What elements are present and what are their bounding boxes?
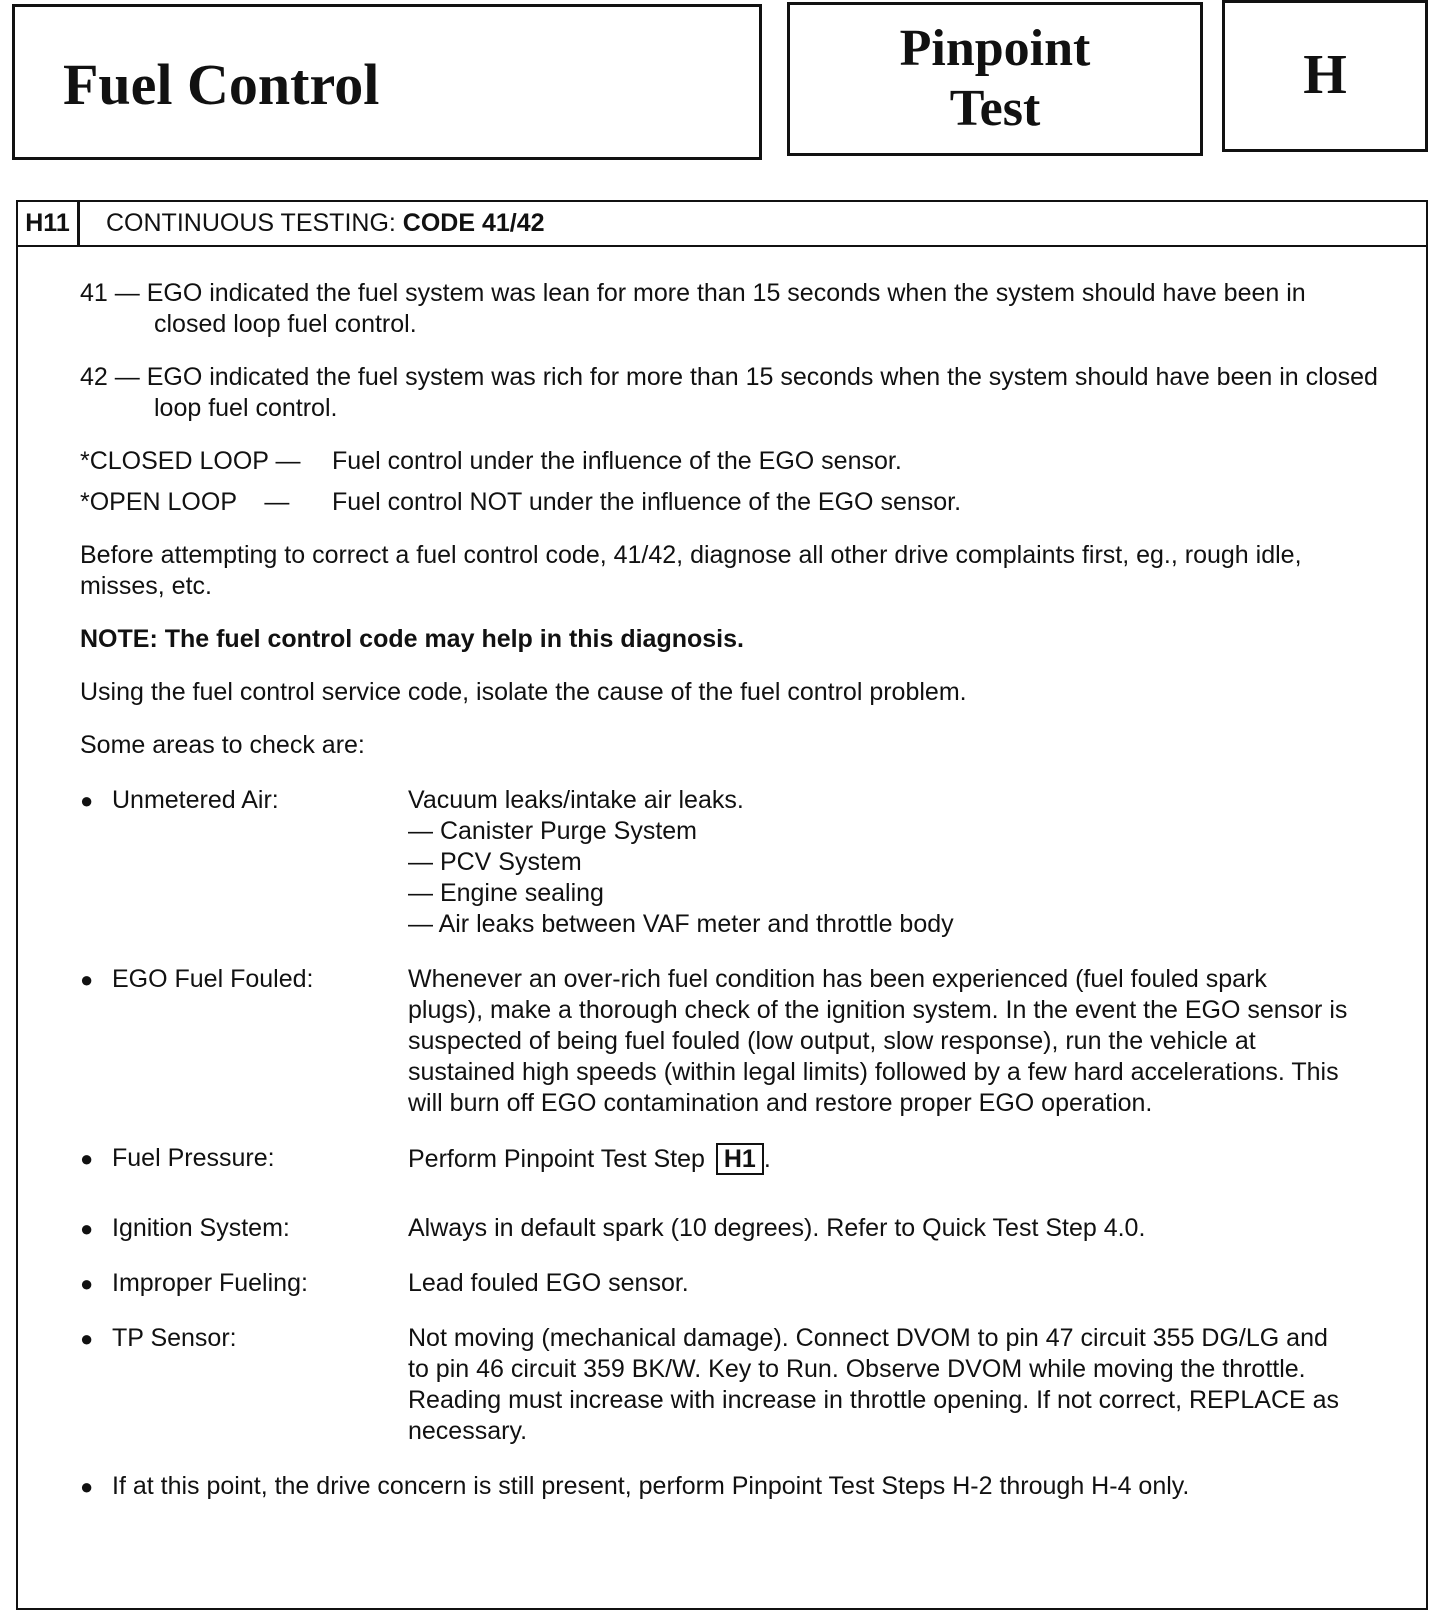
using-paragraph: Using the fuel control service code, isolate the cause of the fuel control problem. xyxy=(80,678,967,706)
check-detail: Lead fouled EGO sensor. xyxy=(408,1269,689,1297)
step-title-prefix: CONTINUOUS TESTING: xyxy=(106,209,403,237)
header-pinpoint-box xyxy=(787,2,1203,156)
check-label: TP Sensor: xyxy=(112,1324,237,1352)
areas-paragraph: Some areas to check are: xyxy=(80,731,365,759)
bullet-icon: ● xyxy=(80,1216,94,1241)
check-label: Improper Fueling: xyxy=(112,1269,308,1297)
check-label: Unmetered Air: xyxy=(112,786,279,814)
step-ref-h1: H1 xyxy=(716,1143,764,1175)
check-detail: Always in default spark (10 degrees). Refer to Quick Test Step 4.0. xyxy=(408,1214,1146,1242)
step-title-code: CODE 41/42 xyxy=(402,209,545,237)
check-unmetered-air xyxy=(80,785,1380,940)
open-loop-text: Fuel control NOT under the influence of the EGO sensor. xyxy=(332,488,962,516)
sub-item: — PCV System xyxy=(408,848,582,876)
check-detail-text: Perform Pinpoint Test Step xyxy=(408,1145,705,1173)
check-ego-fuel-fouled xyxy=(80,964,1380,1119)
check-improper-fueling xyxy=(80,1268,1380,1299)
check-label: Fuel Pressure: xyxy=(112,1144,275,1172)
code-41-description: 41 — EGO indicated the fuel system was lean for more than 15 seconds when the system should have been in closed loop fuel control. xyxy=(80,279,1306,338)
step-id: H11 xyxy=(18,202,80,245)
closed-loop-term: *CLOSED LOOP — xyxy=(80,447,301,475)
check-detail xyxy=(408,785,1348,940)
check-label: EGO Fuel Fouled: xyxy=(112,965,314,993)
check-detail xyxy=(408,1143,1348,1175)
final-text: If at this point, the drive concern is still present, perform Pinpoint Test Steps H-2 through H-4 only. xyxy=(112,1472,1190,1500)
check-detail-text: Vacuum leaks/intake air leaks. xyxy=(408,786,744,814)
bullet-icon: ● xyxy=(80,1146,94,1171)
bullet-icon: ● xyxy=(80,788,94,813)
pinpoint-line2: Test xyxy=(949,80,1041,137)
bullet-icon: ● xyxy=(80,967,94,992)
check-label: Ignition System: xyxy=(112,1214,290,1242)
code-42-description: 42 — EGO indicated the fuel system was rich for more than 15 seconds when the system should have been in closed loop fuel control. xyxy=(80,363,1378,422)
step-box xyxy=(16,200,1428,1610)
page-title: Fuel Control xyxy=(63,52,380,117)
header-letter-box xyxy=(1222,0,1428,152)
closed-loop-text: Fuel control under the influence of the EGO sensor. xyxy=(332,447,902,475)
final-instruction xyxy=(80,1471,1380,1502)
check-list xyxy=(80,785,1380,1447)
bullet-icon: ● xyxy=(80,1474,94,1499)
closed-loop-definition xyxy=(80,446,1380,477)
check-ignition-system xyxy=(80,1213,1380,1244)
bullet-icon: ● xyxy=(80,1326,94,1351)
note-paragraph: NOTE: The fuel control code may help in this diagnosis. xyxy=(80,625,744,653)
sub-item: — Air leaks between VAF meter and throttle body xyxy=(408,910,954,938)
before-paragraph: Before attempting to correct a fuel control code, 41/42, diagnose all other drive complaints first, eg., rough idle, misses, etc. xyxy=(80,541,1302,600)
check-detail: Not moving (mechanical damage). Connect DVOM to pin 47 circuit 355 DG/LG and to pin 46 circuit 359 BK/W. Key to Run. Observe DVOM while moving the throttle. Reading must increase with increase in throttle opening. If not correct, REPLACE as necessary. xyxy=(408,1324,1340,1445)
period: . xyxy=(763,1145,771,1173)
pinpoint-test-label xyxy=(790,19,1200,139)
open-loop-term: *OPEN LOOP — xyxy=(80,488,290,516)
pinpoint-line1: Pinpoint xyxy=(899,20,1091,77)
bullet-icon: ● xyxy=(80,1271,94,1296)
check-detail: Whenever an over-rich fuel condition has been experienced (fuel fouled spark plugs), make a thorough check of the ignition system. In the event the EGO sensor is suspected of being fuel fouled (low output, slow response), run the vehicle at sustained high speeds (within legal limits) followed by a few hard accelerations. This will burn off EGO contamination and restore proper EGO operation. xyxy=(408,965,1348,1117)
step-header xyxy=(18,202,1426,247)
header-title-box xyxy=(12,4,762,160)
sub-item: — Canister Purge System xyxy=(408,817,697,845)
check-fuel-pressure xyxy=(80,1143,1380,1175)
check-tp-sensor xyxy=(80,1323,1380,1447)
section-letter: H xyxy=(1303,44,1347,106)
sub-item: — Engine sealing xyxy=(408,879,604,907)
open-loop-definition xyxy=(80,487,1380,518)
step-title xyxy=(106,202,545,245)
step-content xyxy=(80,278,1380,1502)
